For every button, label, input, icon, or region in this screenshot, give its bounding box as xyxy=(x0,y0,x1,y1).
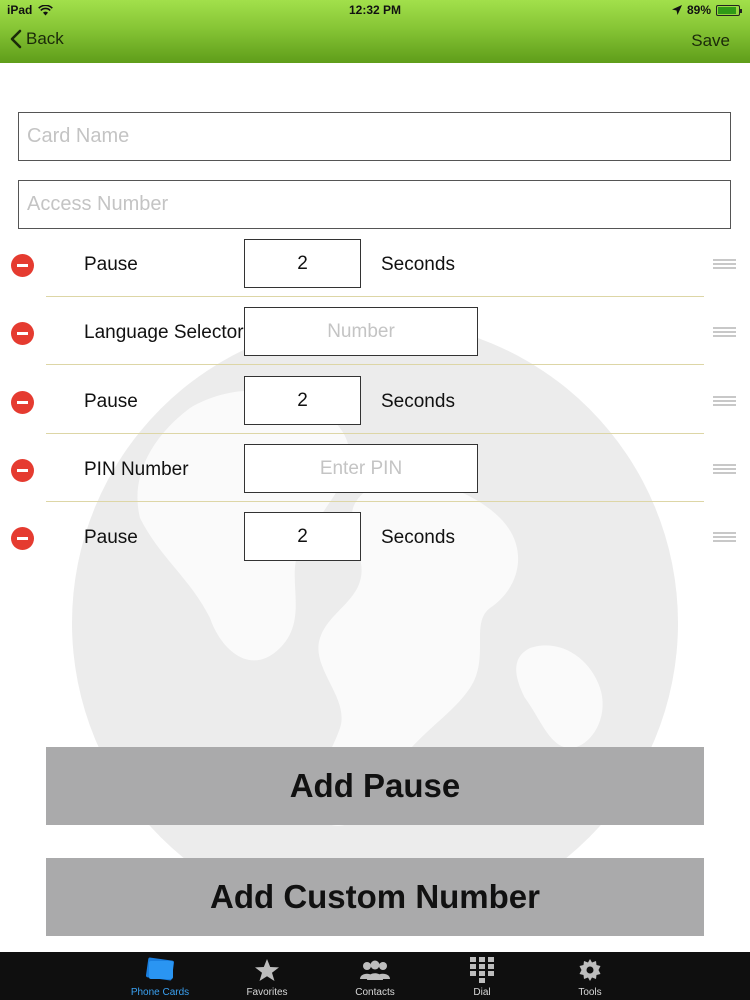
row-label: PIN Number xyxy=(84,459,189,480)
tab-tools[interactable] xyxy=(540,952,640,1000)
device-name: iPad xyxy=(7,3,33,17)
tab-label: Contacts xyxy=(355,987,395,998)
keypad-icon xyxy=(469,956,495,984)
tab-label: Dial xyxy=(473,987,491,998)
add-pause-button[interactable]: Add Pause xyxy=(46,747,704,825)
tab-favorites[interactable] xyxy=(217,952,317,1000)
pause-seconds-input[interactable] xyxy=(244,376,361,425)
tab-label: Tools xyxy=(578,987,602,998)
reorder-handle-icon[interactable] xyxy=(713,259,736,269)
back-label: Back xyxy=(26,29,64,48)
delete-row-icon[interactable] xyxy=(11,459,34,482)
tab-contacts[interactable] xyxy=(325,952,425,1000)
phone-cards-icon xyxy=(145,957,175,983)
pause-seconds-input[interactable] xyxy=(244,512,361,561)
sequence-row-pin-number xyxy=(0,444,750,512)
row-label: Pause xyxy=(84,391,138,412)
delete-row-icon[interactable] xyxy=(11,254,34,277)
card-name-field[interactable] xyxy=(18,112,731,161)
clock: 12:32 PM xyxy=(348,3,402,17)
row-label: Pause xyxy=(84,527,138,548)
tab-label: Favorites xyxy=(246,987,288,998)
sequence-row-language-selector xyxy=(0,307,750,375)
tab-phone-cards[interactable] xyxy=(110,952,210,1000)
back-button[interactable] xyxy=(10,29,64,49)
row-unit: Seconds xyxy=(381,254,455,275)
language-number-input[interactable] xyxy=(244,307,478,356)
chevron-left-icon xyxy=(10,29,22,49)
reorder-handle-icon[interactable] xyxy=(713,464,736,474)
sequence-row-pause xyxy=(0,512,750,580)
pause-seconds-input[interactable] xyxy=(244,239,361,288)
tab-label: Phone Cards xyxy=(130,987,190,998)
pin-input[interactable] xyxy=(244,444,478,493)
sequence-row-pause xyxy=(0,376,750,444)
gear-icon xyxy=(578,958,602,982)
row-unit: Seconds xyxy=(381,391,455,412)
delete-row-icon[interactable] xyxy=(11,391,34,414)
row-divider xyxy=(46,501,704,502)
reorder-handle-icon[interactable] xyxy=(713,327,736,337)
status-bar xyxy=(0,3,750,19)
delete-row-icon[interactable] xyxy=(11,322,34,345)
contacts-icon xyxy=(359,959,391,981)
navigation-bar xyxy=(0,0,750,63)
battery-icon xyxy=(716,5,740,16)
row-unit: Seconds xyxy=(381,527,455,548)
battery-fill xyxy=(718,7,736,14)
access-number-field[interactable] xyxy=(18,180,731,229)
add-custom-number-button[interactable]: Add Custom Number xyxy=(46,858,704,936)
star-icon xyxy=(254,958,280,982)
location-arrow-icon xyxy=(672,5,682,15)
reorder-handle-icon[interactable] xyxy=(713,396,736,406)
row-divider xyxy=(46,364,704,365)
tab-bar xyxy=(0,952,750,1000)
battery-percent: 89% xyxy=(686,3,711,17)
delete-row-icon[interactable] xyxy=(11,527,34,550)
tab-dial[interactable] xyxy=(432,952,532,1000)
reorder-handle-icon[interactable] xyxy=(713,532,736,542)
row-divider xyxy=(46,296,704,297)
row-divider xyxy=(46,433,704,434)
row-label: Language Selector xyxy=(84,322,244,343)
row-label: Pause xyxy=(84,254,138,275)
save-button[interactable]: Save xyxy=(691,31,730,50)
sequence-row-pause xyxy=(0,239,750,307)
